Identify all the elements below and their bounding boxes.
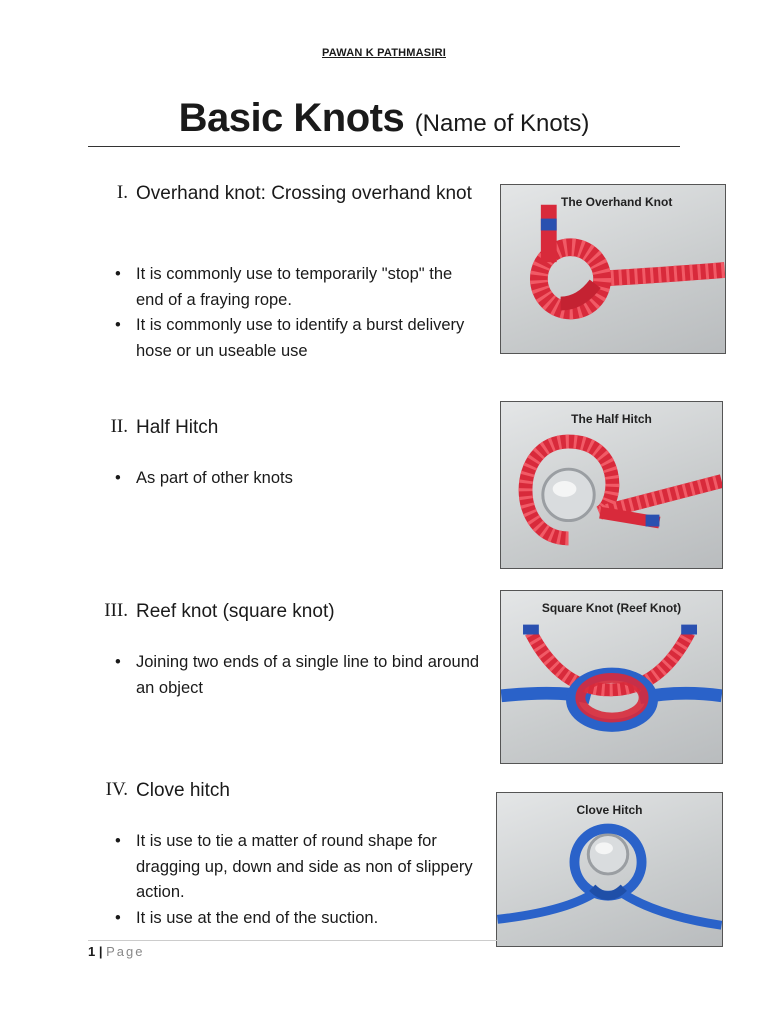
image-caption: The Half Hitch bbox=[571, 412, 652, 426]
image-caption: The Overhand Knot bbox=[561, 195, 673, 209]
page-title bbox=[0, 96, 768, 141]
half-hitch-image bbox=[500, 401, 723, 569]
list-item: • It is use to tie a matter of round shape for dragging up, down and side as non of slippery action. bbox=[115, 832, 473, 901]
list-item: • It is commonly use to identify a burst delivery hose or un useable use bbox=[115, 316, 465, 360]
knot-section-overhand bbox=[88, 180, 488, 370]
section-numeral: IV. bbox=[105, 779, 128, 800]
knot-section-reef bbox=[88, 598, 488, 708]
overhand-knot-image bbox=[500, 184, 726, 354]
reef-knot-drawing bbox=[501, 591, 722, 763]
bullet-list bbox=[112, 829, 482, 931]
bullet-list bbox=[112, 650, 482, 701]
image-caption: Clove Hitch bbox=[576, 803, 643, 817]
section-numeral: I. bbox=[116, 182, 128, 203]
overhand-knot-drawing bbox=[501, 185, 725, 353]
list-item: • Joining two ends of a single line to bind around an object bbox=[115, 653, 480, 697]
half-hitch-drawing bbox=[501, 402, 722, 568]
list-item: • It is use at the end of the suction. bbox=[115, 908, 379, 927]
image-caption: Square Knot (Reef Knot) bbox=[541, 601, 682, 615]
title-underline bbox=[88, 146, 680, 147]
knot-section-clove-hitch bbox=[88, 777, 488, 937]
bullet-list bbox=[112, 466, 482, 492]
page-footer bbox=[88, 944, 145, 959]
title-main: Basic Knots bbox=[178, 96, 405, 140]
title-subtitle: (Name of Knots) bbox=[414, 110, 590, 137]
section-heading: Reef knot (square knot) bbox=[136, 601, 335, 622]
footer-separator: | bbox=[98, 944, 103, 959]
section-heading: Half Hitch bbox=[136, 417, 219, 438]
page-word: Page bbox=[106, 944, 145, 959]
section-numeral: III. bbox=[104, 600, 128, 621]
list-item: • As part of other knots bbox=[115, 469, 293, 487]
knot-section-half-hitch bbox=[88, 414, 488, 504]
section-heading: Overhand knot: Crossing overhand knot bbox=[136, 183, 472, 204]
clove-hitch-image bbox=[496, 792, 723, 947]
author-name: PAWAN K PATHMASIRI bbox=[322, 47, 446, 59]
reef-knot-image bbox=[500, 590, 723, 764]
page-number: 1 bbox=[88, 944, 96, 959]
bullet-list bbox=[112, 262, 482, 364]
section-heading: Clove hitch bbox=[136, 780, 230, 801]
section-numeral: II. bbox=[110, 416, 128, 437]
list-item: • It is commonly use to temporarily "stop" the end of a fraying rope. bbox=[115, 265, 453, 309]
footer-rule bbox=[88, 940, 498, 941]
